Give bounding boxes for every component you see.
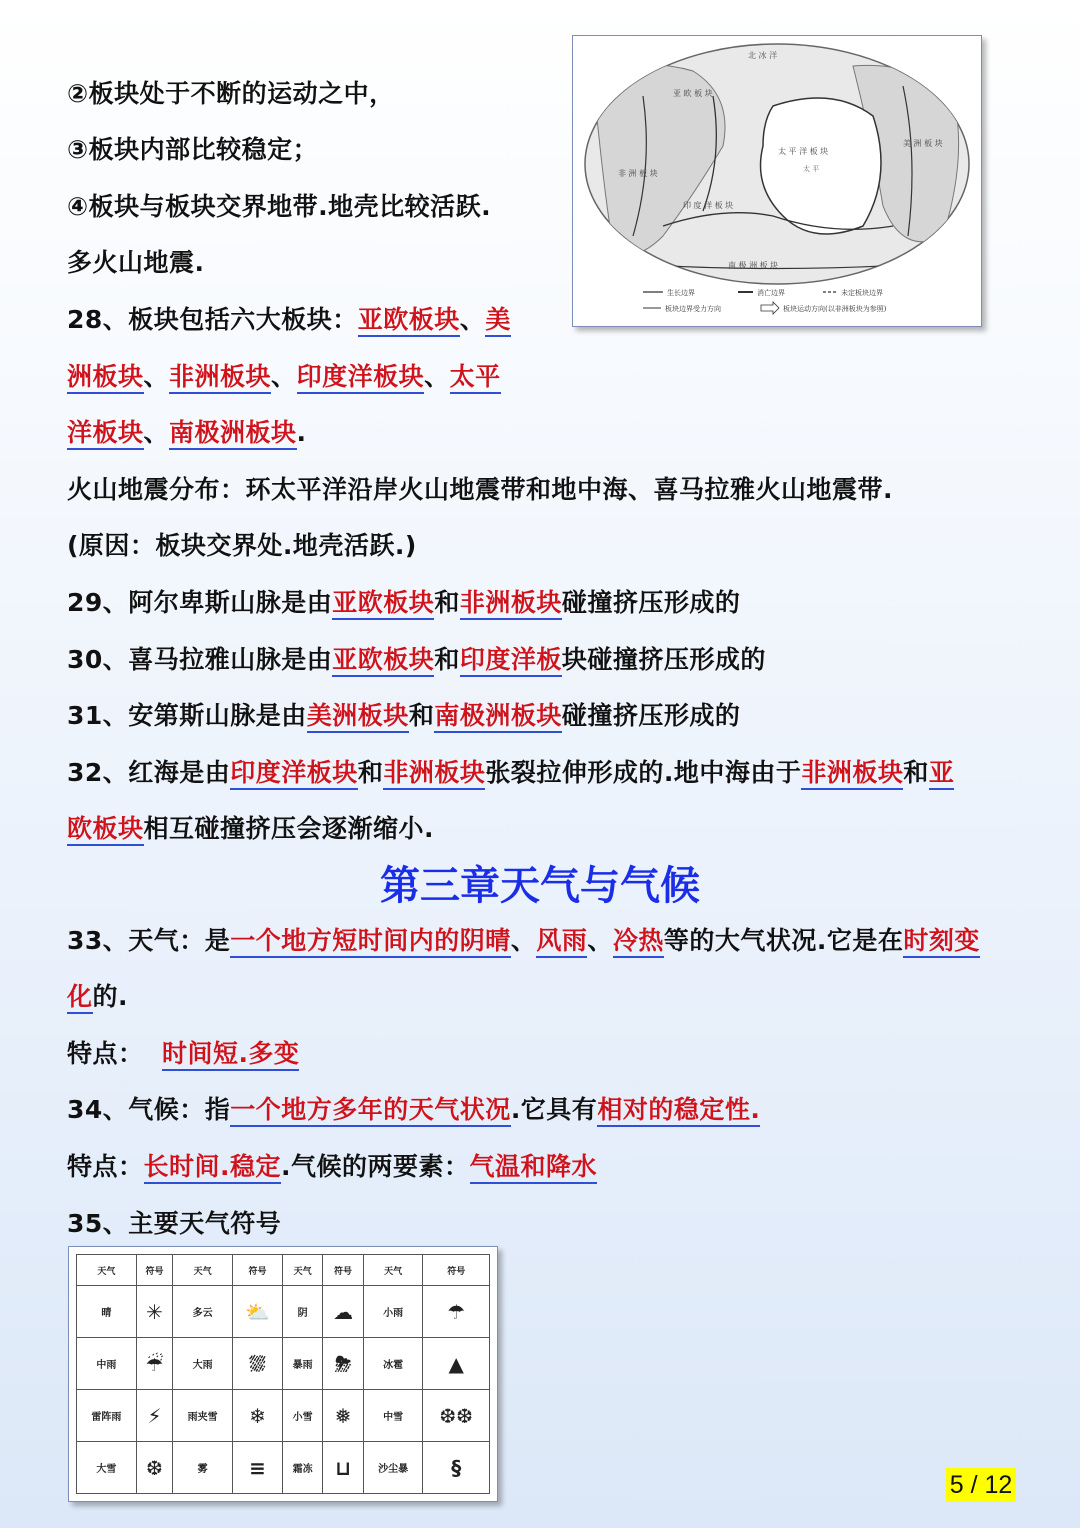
q32-prefix: 32、红海是由	[67, 758, 231, 787]
table-header-row	[77, 1255, 490, 1286]
q31-prefix: 31、安第斯山脉是由	[67, 701, 307, 730]
weather-name: 大雨	[173, 1338, 233, 1390]
map-label-antarctic: 南 极 洲 板 块	[728, 261, 779, 270]
q32-answer-2: 非洲板块	[383, 758, 485, 790]
q28-sep: 、	[459, 305, 486, 334]
feature2-answer-2: 气温和降水	[470, 1152, 598, 1184]
weather-name: 冰雹	[363, 1338, 423, 1390]
q30-prefix: 30、喜马拉雅山脉是由	[67, 645, 333, 674]
q28-answer-pacific-a: 太平	[450, 362, 501, 394]
q31-answer-2: 南极洲板块	[434, 701, 562, 733]
q33-answer-2: 风雨	[536, 926, 587, 958]
moderate-rain-icon: ☔	[136, 1338, 173, 1390]
weather-name: 雾	[173, 1442, 233, 1494]
q28-end: .	[296, 418, 307, 447]
sandstorm-icon: §	[423, 1442, 490, 1494]
rainstorm-icon: ⛈	[323, 1338, 363, 1390]
q28-line1	[67, 304, 511, 336]
line-plate-stable: ③板块内部比较稳定；	[67, 135, 319, 164]
q31-line	[67, 700, 740, 732]
weather-name: 中雨	[77, 1338, 137, 1390]
plate-map-figure	[572, 35, 982, 327]
weather-symbol-figure	[68, 1246, 498, 1502]
q29-prefix: 29、阿尔卑斯山脉是由	[67, 588, 333, 617]
weather-symbol-table	[76, 1254, 490, 1494]
q32-line2	[67, 813, 434, 845]
q29-answer-2: 非洲板块	[460, 588, 562, 620]
heavy-rain-icon: ⛆	[233, 1338, 283, 1390]
weather-name: 中雪	[363, 1390, 423, 1442]
map-label-america: 美 洲 板 块	[903, 139, 943, 148]
map-label-africa: 非 洲 板 块	[618, 169, 658, 178]
weather-name: 暴雨	[282, 1338, 322, 1390]
q34-line	[67, 1094, 760, 1126]
table-row	[77, 1442, 490, 1494]
q28-sep: 、	[271, 362, 297, 391]
chapter-title: 第三章天气与气候	[380, 863, 700, 909]
q28-sep: 、	[143, 362, 170, 391]
q34-prefix: 34、气候：指	[67, 1095, 231, 1124]
fog-icon: ≡	[233, 1442, 283, 1494]
q31-answer-1: 美洲板块	[307, 701, 409, 733]
map-label-eurasia: 亚 欧 板 块	[673, 89, 713, 98]
weather-name: 多云	[173, 1286, 233, 1338]
q34-answer-1: 一个地方多年的天气状况	[230, 1095, 511, 1127]
map-label-indian: 印 度 洋 板 块	[683, 201, 734, 210]
legend-undetermined: 未定板块边界	[841, 289, 883, 297]
q32-answer-4a: 亚	[929, 758, 955, 790]
header-symbol: 符号	[136, 1255, 173, 1286]
q29-mid: 和	[434, 588, 460, 617]
weather-name: 沙尘暴	[363, 1442, 423, 1494]
line-quake-distribution: 火山地震分布：环太平洋沿岸火山地震带和地中海、喜马拉雅火山地震带.	[67, 475, 893, 504]
q28-answer-pacific-b: 洋板块	[67, 418, 144, 450]
q33-answer-3: 冷热	[613, 926, 664, 958]
sunny-icon: ✳	[136, 1286, 173, 1338]
weather-name: 小雨	[363, 1286, 423, 1338]
q32-answer-1: 印度洋板块	[230, 758, 358, 790]
q32-end: 相互碰撞挤压会逐渐缩小.	[143, 814, 435, 843]
q31-end: 碰撞挤压形成的	[561, 701, 741, 730]
q32-answer-4b: 欧板块	[67, 814, 144, 846]
feature2-answer-1: 长时间.稳定	[144, 1152, 282, 1184]
feature2-mid: .气候的两要素：	[281, 1152, 470, 1181]
line-plate-boundary: ④板块与板块交界地带.地壳比较活跃.	[67, 192, 492, 221]
q32-line1	[67, 757, 954, 789]
page-number: 5 / 12	[946, 1468, 1016, 1502]
legend-subduction: 消亡边界	[757, 289, 785, 297]
weather-name: 雨夹雪	[173, 1390, 233, 1442]
q28-answer-america-a: 美	[485, 305, 511, 337]
q28-sep: 、	[424, 362, 450, 391]
q28-line3	[67, 417, 307, 449]
q33-sep: 、	[510, 926, 537, 955]
weather-name: 阴	[282, 1286, 322, 1338]
legend-motion: 板块运动方向(以非洲板块为参照)	[783, 305, 887, 313]
q32-mid3: 和	[903, 758, 929, 787]
header-weather: 天气	[77, 1255, 137, 1286]
frost-icon: ⊔	[323, 1442, 363, 1494]
moderate-snow-icon: ❆❆	[423, 1390, 490, 1442]
weather-name: 大雪	[77, 1442, 137, 1494]
header-symbol: 符号	[423, 1255, 490, 1286]
q34-answer-2: 相对的稳定性.	[597, 1095, 760, 1127]
weather-name: 小雪	[282, 1390, 322, 1442]
q30-mid: 和	[434, 645, 460, 674]
header-weather: 天气	[282, 1255, 322, 1286]
q28-answer-eurasia: 亚欧板块	[358, 305, 460, 337]
q28-answer-antarctic: 南极洲板块	[169, 418, 297, 450]
thunderstorm-icon: ⚡	[136, 1390, 173, 1442]
q32-answer-3: 非洲板块	[801, 758, 903, 790]
q30-line	[67, 644, 766, 676]
weather-name: 雷阵雨	[77, 1390, 137, 1442]
map-label-north: 北 冰 洋	[748, 51, 778, 60]
q33-answer-4b: 化	[67, 982, 93, 1014]
feature1-line	[67, 1038, 299, 1070]
q33-answer-4a: 时刻变	[903, 926, 980, 958]
overcast-icon: ☁	[323, 1286, 363, 1338]
q29-line	[67, 587, 740, 619]
q32-mid2: 张裂拉伸形成的.地中海由于	[485, 758, 802, 787]
q29-answer-1: 亚欧板块	[332, 588, 434, 620]
q33-end: 的.	[92, 982, 129, 1011]
q33-line1	[67, 925, 980, 957]
line-plate-motion: ②板块处于不断的运动之中，	[67, 79, 395, 108]
q30-answer-1: 亚欧板块	[332, 645, 434, 677]
q33-mid: 等的大气状况.它是在	[663, 926, 904, 955]
hail-icon: ▲	[423, 1338, 490, 1390]
q29-end: 碰撞挤压形成的	[561, 588, 741, 617]
q30-end: 块碰撞挤压形成的	[561, 645, 766, 674]
q34-mid: .它具有	[510, 1095, 598, 1124]
q32-mid1: 和	[357, 758, 384, 787]
header-weather: 天气	[173, 1255, 233, 1286]
feature1-label: 特点：	[67, 1039, 144, 1068]
light-rain-icon: ☂	[423, 1286, 490, 1338]
q33-answer-1: 一个地方短时间内的阴晴	[230, 926, 511, 958]
map-label-pacific: 太 平 洋 板 块	[778, 147, 829, 156]
q30-answer-2: 印度洋板	[460, 645, 562, 677]
light-snow-icon: ❅	[323, 1390, 363, 1442]
table-row	[77, 1338, 490, 1390]
header-weather: 天气	[363, 1255, 423, 1286]
legend-force: 板块边界受力方向	[665, 305, 721, 313]
weather-name: 晴	[77, 1286, 137, 1338]
feature2-line	[67, 1151, 597, 1183]
line-volcano: 多火山地震.	[67, 248, 205, 277]
table-row	[77, 1390, 490, 1442]
feature2-label: 特点：	[67, 1152, 144, 1181]
q28-sep: 、	[143, 418, 170, 447]
table-row	[77, 1286, 490, 1338]
header-symbol: 符号	[323, 1255, 363, 1286]
q33-prefix: 33、天气：是	[67, 926, 231, 955]
q28-answer-africa: 非洲板块	[169, 362, 271, 394]
header-symbol: 符号	[233, 1255, 283, 1286]
q31-mid: 和	[408, 701, 435, 730]
map-label-pacific-ocean: 太 平	[803, 165, 820, 173]
q33-line2	[67, 981, 128, 1013]
q28-line2	[67, 361, 501, 393]
feature1-answer: 时间短.多变	[162, 1039, 300, 1071]
q28-answer-america-b: 洲板块	[67, 362, 144, 394]
plate-map	[573, 36, 981, 326]
q28-prefix: 28、板块包括六大板块：	[67, 305, 358, 334]
partly-cloudy-icon: ⛅	[233, 1286, 283, 1338]
q28-answer-indian: 印度洋板块	[297, 362, 425, 394]
legend-growth: 生长边界	[667, 289, 695, 297]
heavy-snow-icon: ❆	[136, 1442, 173, 1494]
weather-name: 霜冻	[282, 1442, 322, 1494]
q35-line: 35、主要天气符号	[67, 1209, 282, 1238]
line-quake-reason: (原因：板块交界处.地壳活跃.)	[67, 531, 417, 560]
q33-sep: 、	[587, 926, 613, 955]
sleet-icon: ❄	[233, 1390, 283, 1442]
